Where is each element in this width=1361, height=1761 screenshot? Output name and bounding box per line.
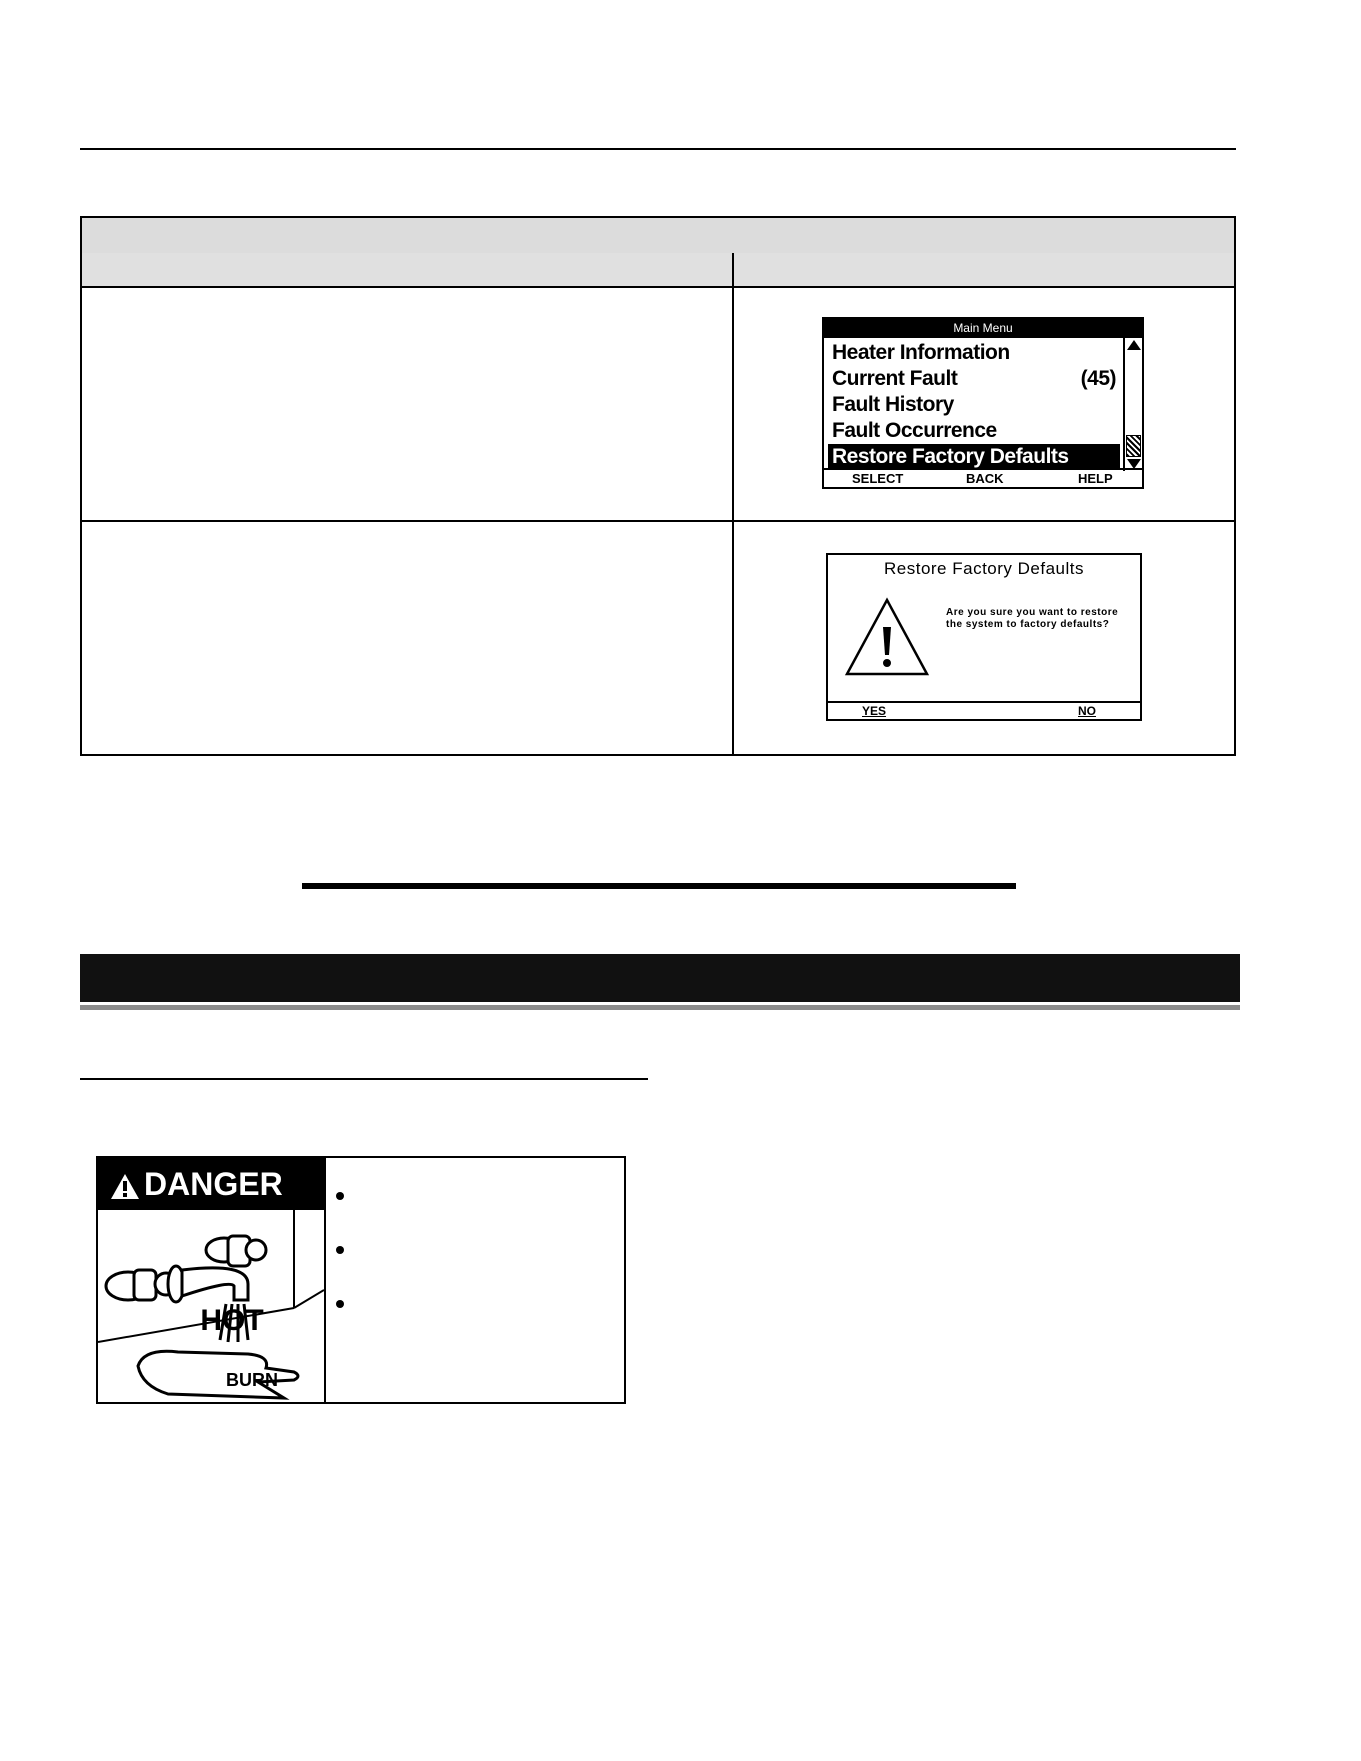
menu-item-heater-information[interactable] xyxy=(828,340,1120,366)
table-header-row xyxy=(82,253,1234,288)
danger-bullet xyxy=(336,1192,344,1200)
danger-header-text: DANGER xyxy=(144,1166,283,1202)
danger-header xyxy=(98,1158,324,1210)
section-header-bar xyxy=(80,954,1240,1002)
burn-text: BURN xyxy=(226,1370,278,1390)
hot-water-burn-pictogram xyxy=(98,1158,326,1402)
subsection-rule xyxy=(80,1078,648,1080)
back-softkey[interactable]: BACK xyxy=(966,471,1004,486)
scroll-up-arrow-icon[interactable] xyxy=(1127,340,1141,350)
table-column-divider xyxy=(732,253,734,754)
help-softkey[interactable]: HELP xyxy=(1078,471,1113,486)
main-menu-list xyxy=(828,340,1120,470)
menu-scrollbar[interactable] xyxy=(1123,338,1142,471)
main-menu-softkeys xyxy=(824,468,1142,487)
menu-item-label: Heater Information xyxy=(832,341,1010,364)
menu-item-label: Current Fault xyxy=(832,367,958,390)
restore-softkeys xyxy=(828,701,1140,719)
table-title-row xyxy=(82,218,1234,255)
section-divider-rule xyxy=(302,883,1016,889)
yes-softkey[interactable]: YES xyxy=(862,704,887,718)
menu-item-restore-factory-defaults[interactable] xyxy=(828,444,1120,470)
fault-count-badge: (45) xyxy=(1080,367,1116,390)
menu-item-current-fault[interactable] xyxy=(828,366,1120,392)
table-row-divider xyxy=(82,520,1234,522)
menu-item-fault-occurrence[interactable] xyxy=(828,418,1120,444)
scroll-thumb[interactable] xyxy=(1126,435,1141,457)
section-header-underline xyxy=(80,1005,1240,1010)
menu-item-label: Fault Occurrence xyxy=(832,419,997,442)
restore-defaults-display xyxy=(826,553,1142,721)
hot-text: HOT xyxy=(200,1304,264,1337)
danger-bullet xyxy=(336,1300,344,1308)
menu-item-fault-history[interactable] xyxy=(828,392,1120,418)
restore-dialog-title: Restore Factory Defaults xyxy=(883,559,1084,578)
menu-item-label: Fault History xyxy=(832,393,954,416)
warning-triangle-icon xyxy=(844,597,930,677)
main-menu-display xyxy=(822,317,1144,489)
top-rule xyxy=(80,148,1236,150)
restore-confirm-message: Are you sure you want to restore the system to factory defaults? xyxy=(946,607,1119,630)
danger-alert-icon xyxy=(110,1173,140,1200)
main-menu-title: Main Menu xyxy=(824,319,1142,338)
no-softkey[interactable]: NO xyxy=(1078,704,1096,718)
menu-item-label: Restore Factory Defaults xyxy=(832,445,1069,468)
danger-bullet xyxy=(336,1246,344,1254)
danger-label xyxy=(96,1156,626,1404)
select-softkey[interactable]: SELECT xyxy=(852,471,904,486)
